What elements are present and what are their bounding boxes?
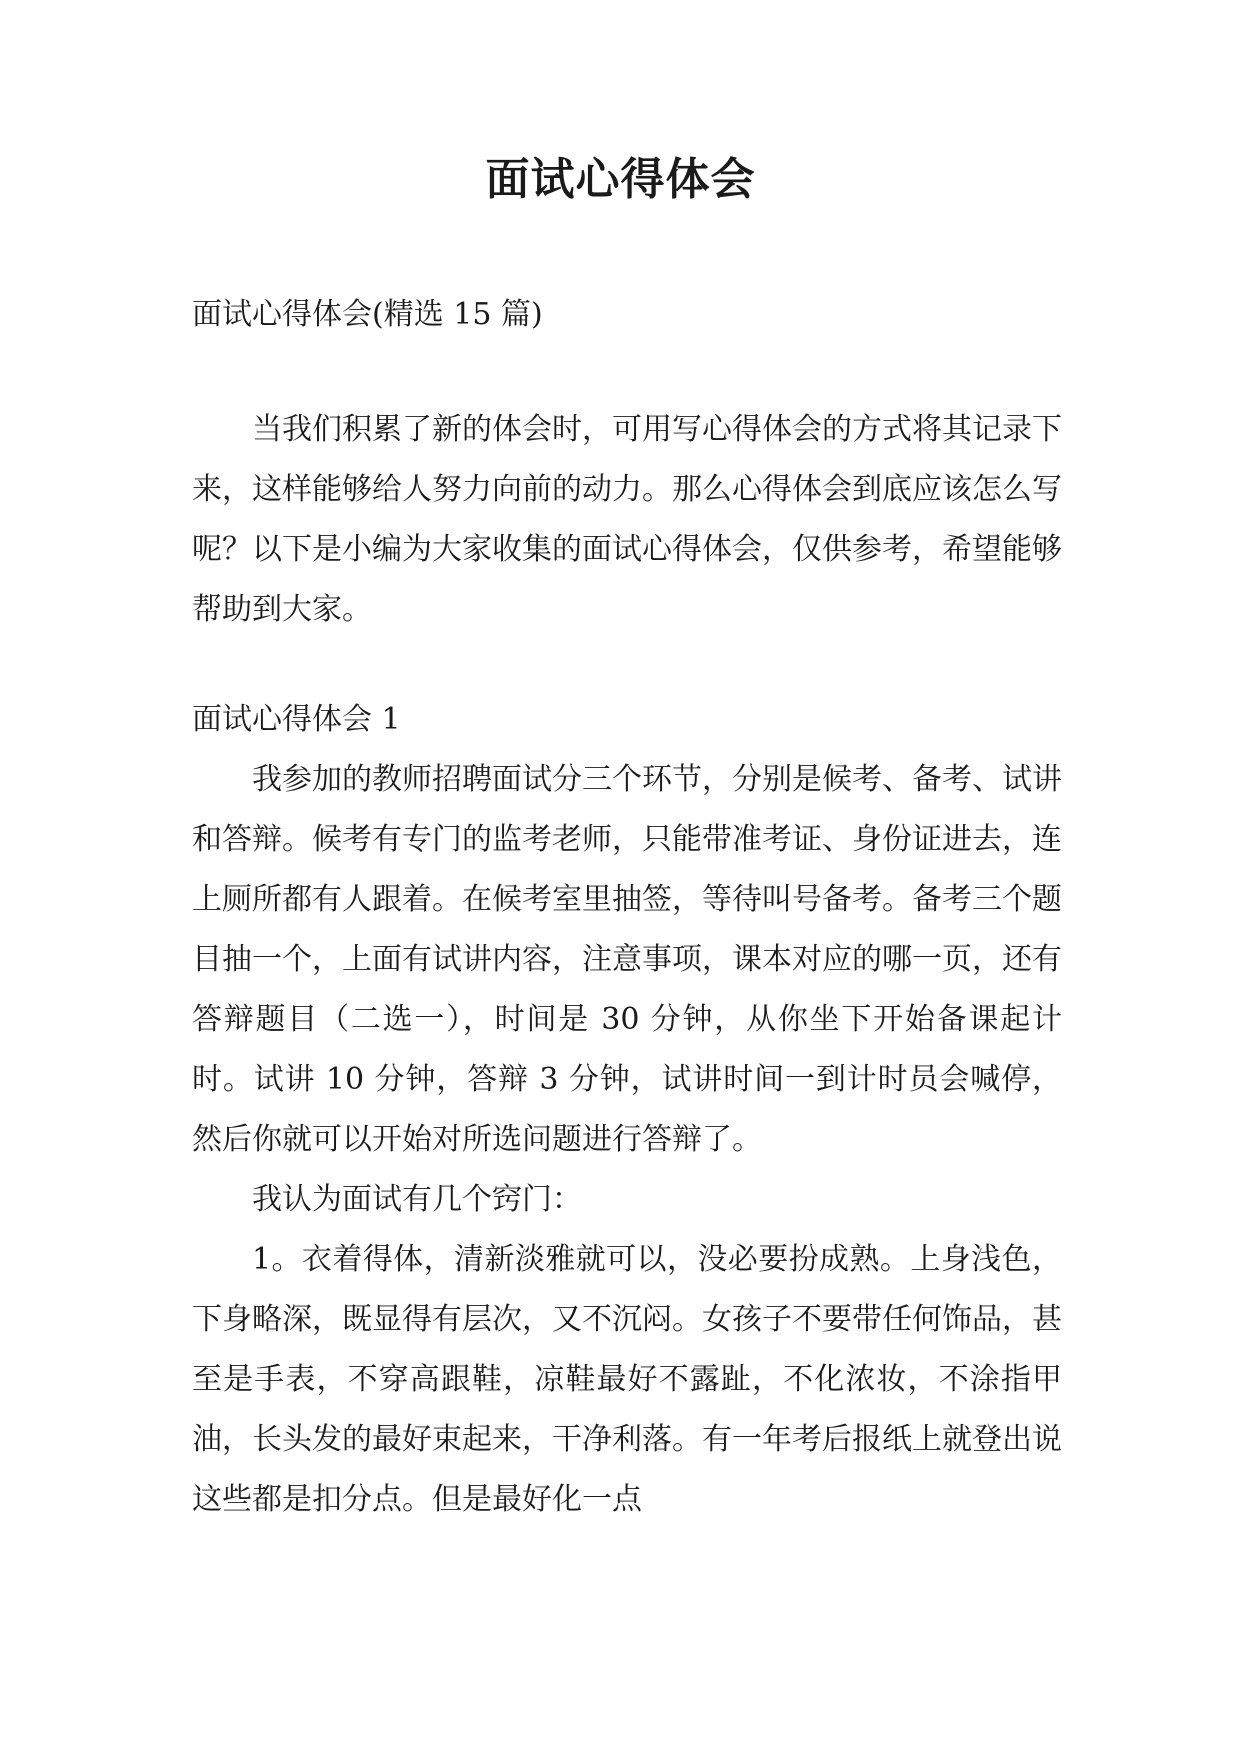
document-subtitle: 面试心得体会(精选 15 篇) <box>192 297 543 332</box>
document-title: 面试心得体会 <box>485 154 756 205</box>
section-heading: 面试心得体会 1 <box>192 702 401 737</box>
intro-block <box>192 400 1062 640</box>
body-paragraph: 我认为面试有几个窍门： <box>252 1182 582 1217</box>
intro-paragraph: 当我们积累了新的体会时，可用写心得体会的方式将其记录下来，这样能够给人努力向前的动力。那么心得体会到底应该怎么写呢？以下是小编为大家收集的面试心得体会，仅供参考，希望能够帮助到大家。 <box>192 412 1062 627</box>
body-paragraph: 我参加的教师招聘面试分三个环节，分别是候考、备考、试讲和答辩。候考有专门的监考老师，只能带准考证、身份证进去，连上厕所都有人跟着。在候考室里抽签，等待叫号备考。备考三个题目抽一个，上面有试讲内容，注意事项，课本对应的哪一页，还有答辩题目（二选一），时间是 30 分钟，从你坐下开始备课起计时。试讲 10 分钟，答辩 3 分钟，试讲时间一到计时员会喊停，然后你就可以开始对所选问题进行答辩了。 <box>192 762 1062 1157</box>
section-body <box>192 750 1062 1530</box>
body-paragraph: 1。衣着得体，清新淡雅就可以，没必要扮成熟。上身浅色，下身略深，既显得有层次，又不沉闷。女孩子不要带任何饰品，甚至是手表，不穿高跟鞋，凉鞋最好不露趾，不化浓妆，不涂指甲油，长头发的最好束起来，干净利落。有一年考后报纸上就登出说这些都是扣分点。但是最好化一点 <box>192 1242 1062 1517</box>
